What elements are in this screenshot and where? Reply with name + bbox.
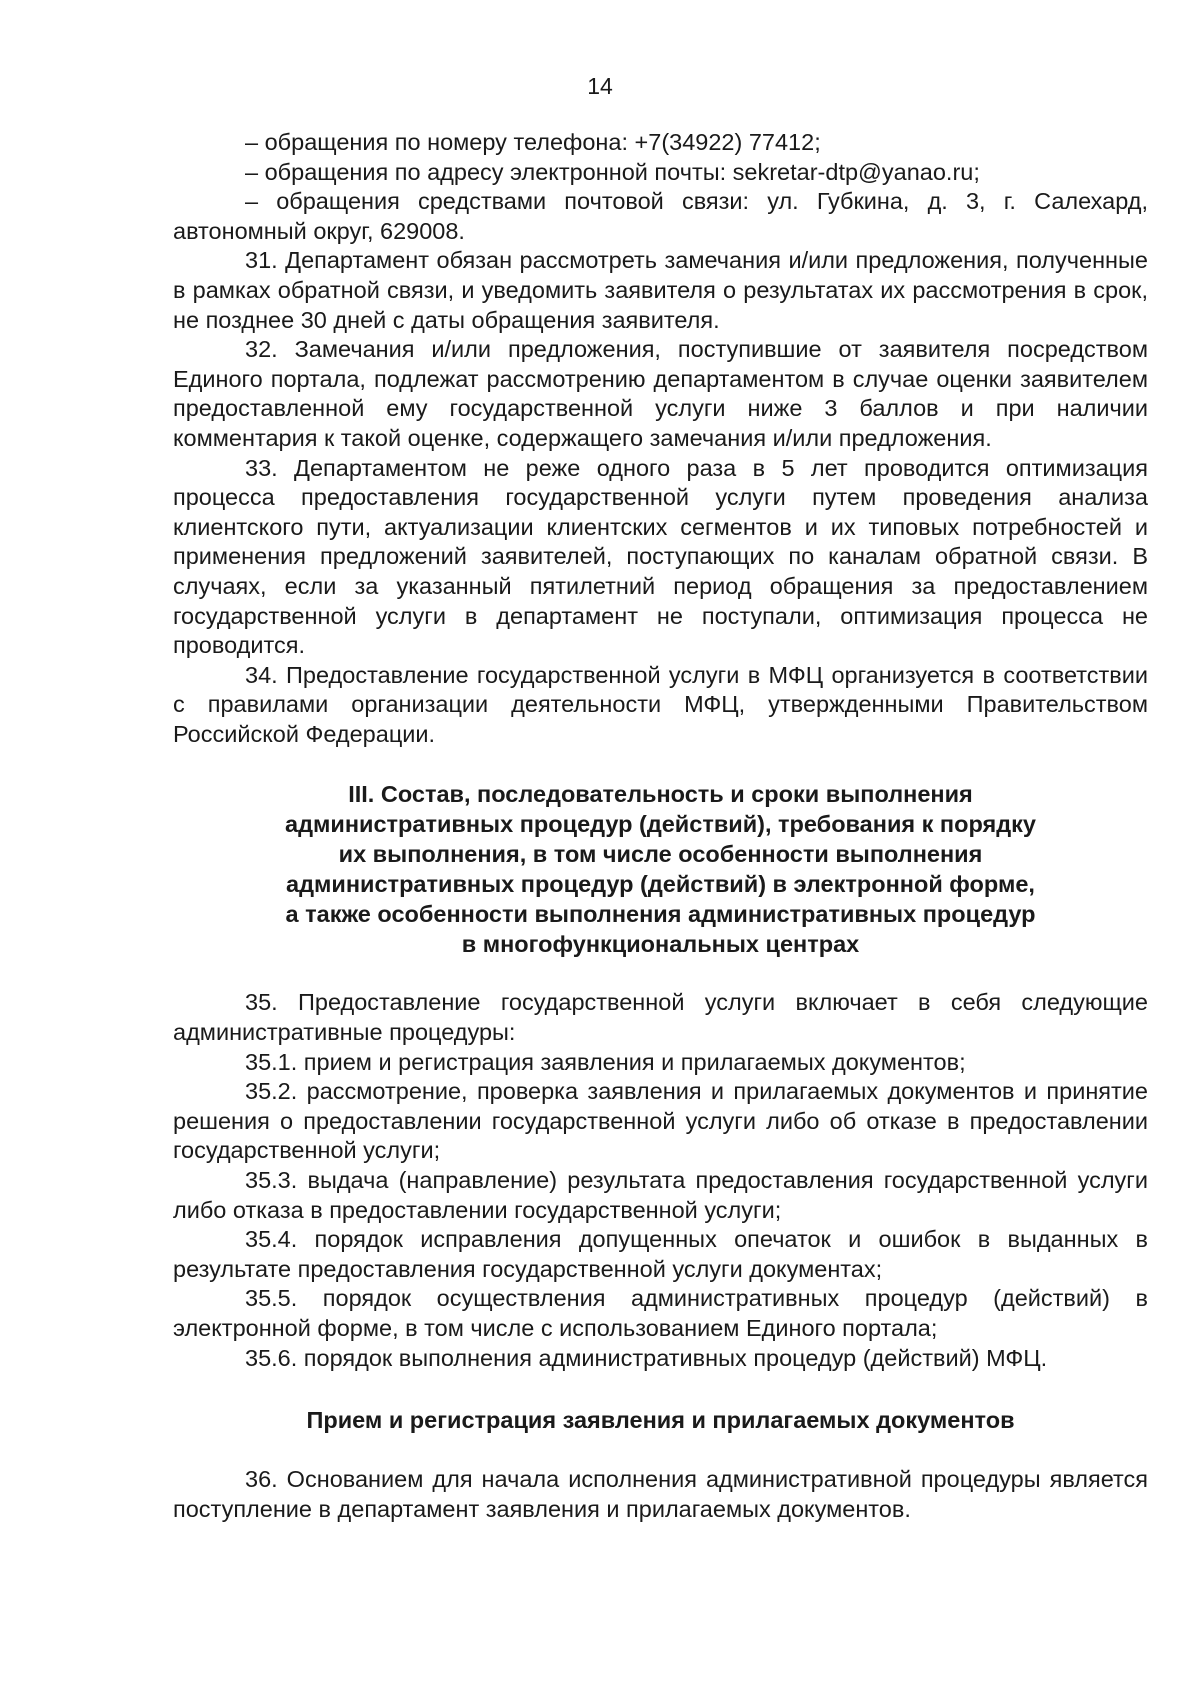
section-heading-line: в многофункциональных центрах: [461, 931, 860, 958]
contact-email: – обращения по адресу электронной почты: sekretar-dtp@yanao.ru;: [245, 158, 980, 185]
contact-post: – обращения средствами почтовой связи: ул. Губкина, д. 3, г. Салехард, автономный округ, 629008.: [173, 188, 1148, 244]
section-heading-line: III. Состав, последовательность и сроки выполнения: [348, 781, 973, 808]
section-heading-line: административных процедур (действий) в электронной форме,: [286, 871, 1035, 898]
paragraph-35-5: 35.5. порядок осуществления административных процедур (действий) в электронной форме, в том числе с использованием Единого портала;: [173, 1285, 1148, 1341]
paragraph-32: 32. Замечания и/или предложения, поступившие от заявителя посредством Единого портала, подлежат рассмотрению департаментом в случае оценки заявителем предоставленной ему государственной услуги ниже 3 баллов и при наличии комментария к такой оценке, содержащего замечания и/или предложения.: [173, 336, 1148, 451]
section-heading-line: а также особенности выполнения административных процедур: [285, 901, 1036, 928]
section-heading: [173, 779, 1148, 959]
page-number: 14: [587, 73, 613, 99]
paragraph-35-6: 35.6. порядок выполнения административных процедур (действий) МФЦ.: [245, 1344, 1048, 1371]
paragraph-33: 33. Департаментом не реже одного раза в 5 лет проводится оптимизация процесса предоставления государственной услуги путем проведения анализа клиентского пути, актуализации клиентских сегментов и их типовых потребностей и применения предложений заявителей, поступающих по каналам обратной связи. В случаях, если за указанный пятилетний период обращения за предоставлением государственной услуги в департамент не поступали, оптимизация процесса не проводится.: [173, 454, 1148, 659]
paragraph-35-2: 35.2. рассмотрение, проверка заявления и прилагаемых документов и принятие решения о предоставлении государственной услуги либо об отказе в предоставлении государственной услуги;: [173, 1078, 1148, 1164]
subsection-heading: Прием и регистрация заявления и прилагаемых документов: [306, 1407, 1015, 1434]
section-heading-line: их выполнения, в том числе особенности выполнения: [338, 841, 983, 868]
section-heading-line: административных процедур (действий), требования к порядку: [285, 811, 1036, 838]
paragraph-36: 36. Основанием для начала исполнения административной процедуры является поступление в департамент заявления и прилагаемых документов.: [173, 1466, 1148, 1522]
paragraph-35: 35. Предоставление государственной услуги включает в себя следующие административные процедуры:: [173, 989, 1148, 1046]
paragraph-35-3: 35.3. выдача (направление) результата предоставления государственной услуги либо отказа в предоставлении государственной услуги;: [173, 1167, 1148, 1223]
paragraph-34: 34. Предоставление государственной услуги в МФЦ организуется в соответствии с правилами организации деятельности МФЦ, утвержденными Правительством Российской Федерации.: [173, 661, 1148, 747]
contact-phone: – обращения по номеру телефона: +7(34922) 77412;: [245, 129, 821, 155]
paragraph-35-1: 35.1. прием и регистрация заявления и прилагаемых документов;: [245, 1048, 966, 1075]
paragraph-31: 31. Департамент обязан рассмотреть замечания и/или предложения, полученные в рамках обратной связи, и уведомить заявителя о результатах их рассмотрения в срок, не позднее 30 дней с даты обращения заявителя.: [173, 247, 1148, 333]
paragraph-35-4: 35.4. порядок исправления допущенных опечаток и ошибок в выданных в результате предоставления государственной услуги документах;: [173, 1226, 1148, 1282]
document-body: [173, 128, 1148, 1524]
